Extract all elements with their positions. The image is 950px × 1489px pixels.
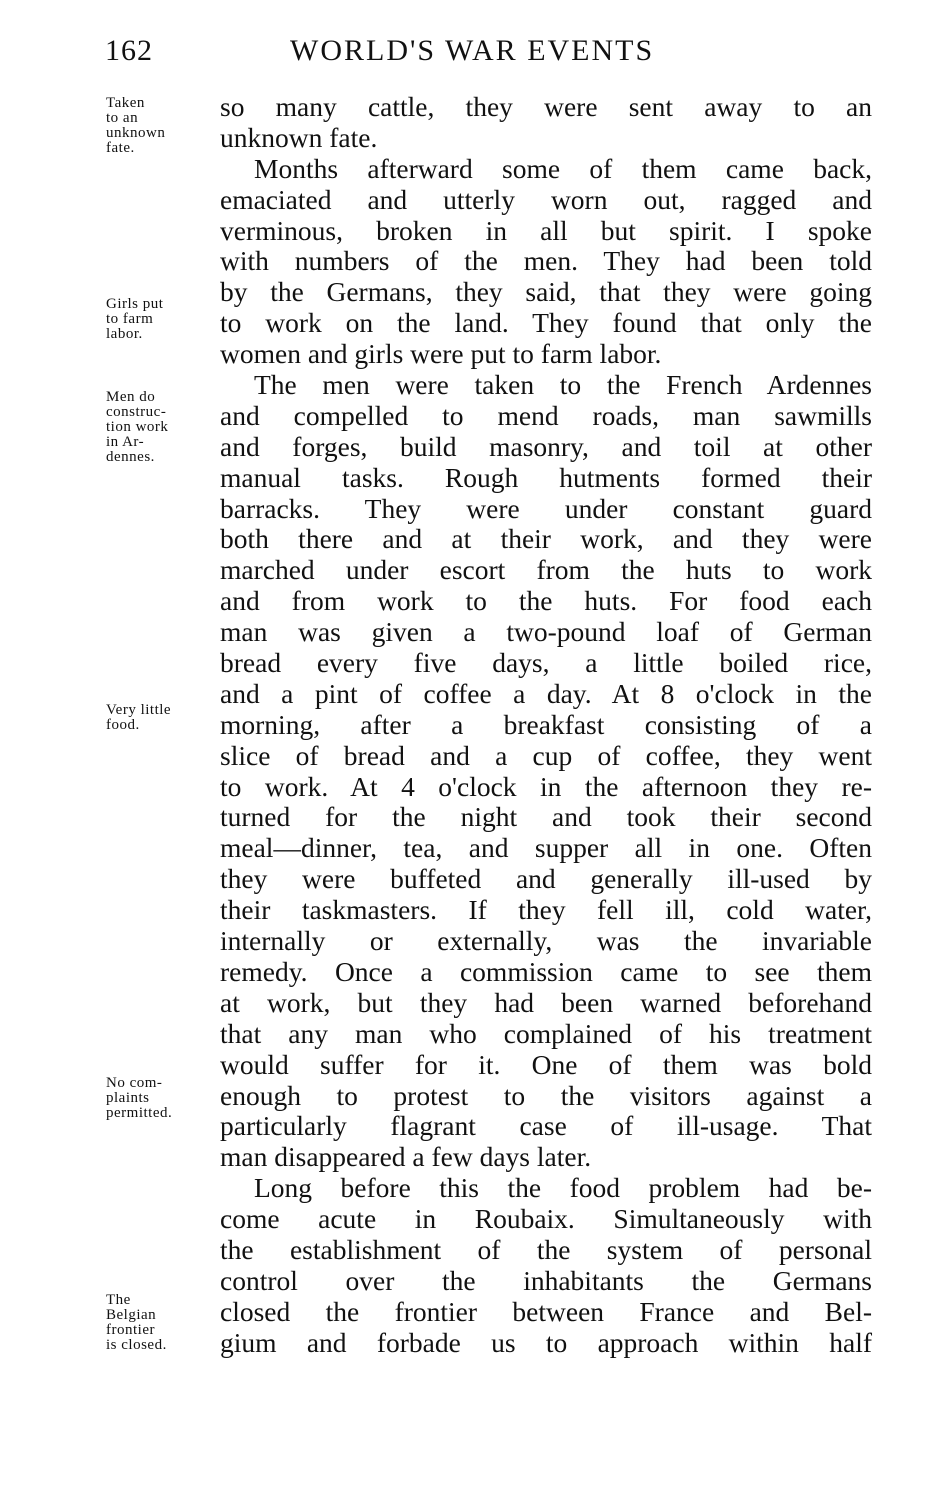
- text-line: that any man who complained of his treatment: [220, 1017, 872, 1049]
- text-line: particularly flagrant case of ill-usage. That: [220, 1110, 872, 1142]
- page-header: [105, 28, 875, 78]
- text-line: at work, but they had been warned beforehand: [220, 986, 872, 1018]
- text-line: and from work to the huts. For food each: [220, 585, 872, 617]
- text-line: to work. At 4 o'clock in the afternoon they re-: [220, 770, 872, 802]
- margin-note-unknown-fate: Taken to an unknown fate.: [106, 95, 166, 156]
- text-line: manual tasks. Rough hutments formed their: [220, 461, 872, 493]
- text-line: by the Germans, they said, that they were going: [220, 276, 872, 308]
- text-line: remedy. Once a commission came to see them: [220, 955, 872, 987]
- text-line: and a pint of coffee a day. At 8 o'clock in the: [220, 677, 872, 709]
- text-line: The men were taken to the French Ardennes: [254, 369, 872, 401]
- text-line: man was given a two-pound loaf of German: [220, 616, 872, 648]
- margin-note-ardennes: Men do construc- tion work in Ar- dennes.: [106, 389, 169, 465]
- text-line: and compelled to mend roads, man sawmills: [220, 399, 872, 431]
- text-line: come acute in Roubaix. Simultaneously with: [220, 1203, 872, 1235]
- page-number: 162: [105, 34, 153, 67]
- text-line: women and girls were put to farm labor.: [220, 338, 662, 370]
- text-line: emaciated and utterly worn out, ragged and: [220, 183, 872, 215]
- text-line: the establishment of the system of personal: [220, 1233, 872, 1265]
- body-text: [220, 92, 872, 1359]
- text-line: verminous, broken in all but spirit. I spoke: [220, 214, 872, 246]
- text-line: unknown fate.: [220, 121, 378, 153]
- text-line: they were buffeted and generally ill-used by: [220, 863, 872, 895]
- text-line: to work on the land. They found that only the: [220, 307, 872, 339]
- text-line: so many cattle, they were sent away to an: [220, 91, 872, 122]
- text-line: slice of bread and a cup of coffee, they went: [220, 739, 872, 771]
- text-line: internally or externally, was the invariable: [220, 925, 872, 957]
- running-head: WORLD'S WAR EVENTS: [290, 34, 655, 67]
- text-line: Months afterward some of them came back,: [254, 152, 872, 184]
- text-line: Long before this the food problem had be-: [254, 1172, 872, 1204]
- text-line: turned for the night and took their second: [220, 801, 872, 833]
- margin-note-farm-labor: Girls put to farm labor.: [106, 296, 164, 342]
- margin-note-frontier-closed: The Belgian frontier is closed.: [106, 1292, 167, 1353]
- margin-note-no-complaints: No com- plaints permitted.: [106, 1075, 173, 1121]
- text-line: man disappeared a few days later.: [220, 1141, 592, 1173]
- text-line: their taskmasters. If they fell ill, cold water,: [220, 894, 872, 926]
- text-line: meal—dinner, tea, and supper all in one. Often: [220, 832, 872, 864]
- text-line: enough to protest to the visitors against a: [220, 1079, 872, 1111]
- text-line: would suffer for it. One of them was bold: [220, 1048, 872, 1080]
- text-line: morning, after a breakfast consisting of a: [220, 708, 872, 740]
- text-line: marched under escort from the huts to work: [220, 554, 872, 586]
- text-line: and forges, build masonry, and toil at other: [220, 430, 872, 462]
- text-line: control over the inhabitants the Germans: [220, 1264, 872, 1296]
- text-line: barracks. They were under constant guard: [220, 492, 872, 524]
- text-line: gium and forbade us to approach within half: [220, 1326, 872, 1358]
- text-line: with numbers of the men. They had been told: [220, 245, 872, 277]
- text-line: both there and at their work, and they were: [220, 523, 872, 555]
- text-line: closed the frontier between France and Bel-: [220, 1295, 872, 1327]
- text-line: bread every five days, a little boiled rice,: [220, 647, 872, 679]
- margin-note-little-food: Very little food.: [106, 702, 172, 733]
